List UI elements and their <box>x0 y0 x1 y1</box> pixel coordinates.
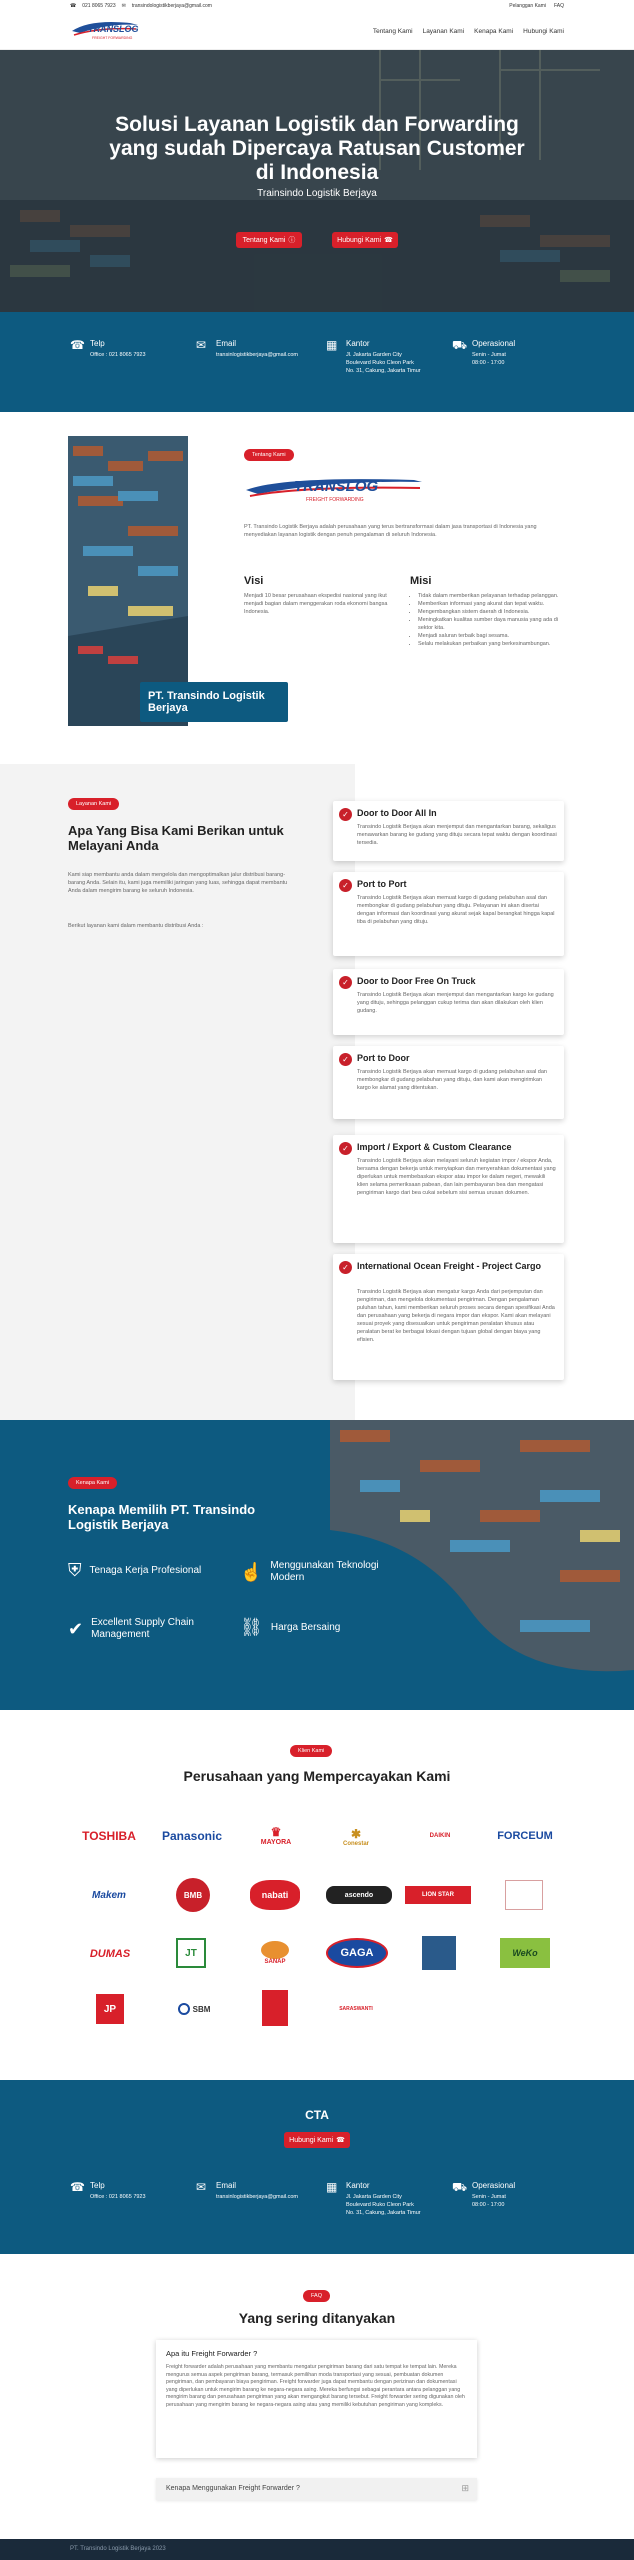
client-name: SBM <box>192 2004 211 2014</box>
about-tag: Tentang Kami <box>244 449 294 461</box>
client-logo-makem: Makem <box>92 1889 126 1901</box>
misi-item: • Meningkatkan kualitas sumber daya manusia yang ada di sektor kita. <box>418 616 560 632</box>
hero-contact-label: Hubungi Kami <box>337 236 382 244</box>
client-logo-bmb: BMB <box>176 1878 210 1912</box>
check-icon: ✓ <box>339 976 352 989</box>
services-section <box>0 764 634 1420</box>
info-kantor-title: Kantor <box>346 2181 370 2190</box>
faq-tag: FAQ <box>303 2290 330 2302</box>
why-section <box>0 1420 634 1710</box>
client-logo-nabati: nabati <box>250 1880 300 1910</box>
client-logo-toshiba: TOSHIBA <box>82 1829 136 1843</box>
client-logo-panasonic: Panasonic <box>161 1829 223 1843</box>
thumbs-up-icon: ☝ <box>240 1561 263 1582</box>
faq-question[interactable]: Kenapa Menggunakan Freight Forwarder ? <box>166 2485 300 2492</box>
why-item <box>240 1617 390 1638</box>
check-icon: ✓ <box>339 879 352 892</box>
client-logo-forceum: FORCEUM <box>497 1830 553 1842</box>
about-logo <box>244 472 424 506</box>
building-icon: ▦ <box>326 338 338 352</box>
info-strip <box>0 312 634 412</box>
services-tag: Layanan Kami <box>68 798 119 810</box>
faq-title: Yang sering ditanyakan <box>238 2310 396 2326</box>
client-logo-generic <box>505 1880 543 1910</box>
info-telp-value[interactable]: Office : 021 8065 7923 <box>90 2194 146 2200</box>
faq-section <box>0 2254 634 2539</box>
why-item-label: Excellent Supply Chain Management <box>91 1617 194 1640</box>
client-logo-generic <box>422 1936 456 1970</box>
info-operasional-value: Senin - Jumat 08:00 - 17:00 <box>472 2194 506 2208</box>
cta-title: CTA <box>305 2108 329 2122</box>
hero-about-button[interactable] <box>236 232 302 248</box>
service-card <box>333 872 564 956</box>
footer <box>0 2539 634 2560</box>
info-email-value[interactable]: transinlogistikberjaya@gmail.com <box>216 2194 299 2200</box>
service-desc: Transindo Logistik Berjaya akan menjemput dan mengantarkan barang, sekaligus menawarkan barang ke gudang yang dituju secara tepat waktu dengan koordinasi tersedia. <box>357 824 557 846</box>
visi-text: Menjadi 10 besar perusahaan ekspedisi nasional yang ikut menjadi bagian dalam menggerakan roda ekonomi bangsa Indonesia. <box>244 593 388 615</box>
services-title: Apa Yang Bisa Kami Berikan untuk Melayani Anda <box>68 823 284 853</box>
client-logo-lionstar: LION STAR <box>405 1886 471 1904</box>
info-telp <box>70 2181 146 2201</box>
client-logo-sbm <box>168 2000 220 2018</box>
check-icon: ✓ <box>339 1261 352 1274</box>
service-title: Port to Port <box>357 879 407 889</box>
info-email-title: Email <box>216 339 237 348</box>
why-item <box>68 1617 238 1641</box>
info-kantor-title: Kantor <box>346 339 370 348</box>
info-operasional-value: Senin - Jumat 08:00 - 17:00 <box>472 352 506 366</box>
phone-icon: ☎ <box>336 2137 345 2144</box>
misi-item: • Mengembangkan sistem daerah di Indonesia. <box>418 608 560 616</box>
star-icon: ✱ <box>350 1827 362 1841</box>
clients-title: Perusahaan yang Mempercayakan Kami <box>183 1768 451 1784</box>
truck-icon: ⛟ <box>452 338 468 352</box>
service-title: Door to Door Free On Truck <box>357 976 476 986</box>
why-item <box>240 1560 400 1584</box>
misi-item: • Selalu melakukan perbaikan yang berkesinambungan. <box>418 640 560 648</box>
main-nav <box>0 12 634 50</box>
service-desc: Transindo Logistik Berjaya akan memuat kargo di gudang pelabuhan asal dan membongkar di gudang pelabuhan yang dituju. Pelayanan ini akan disertai dengan informasi dan koordinasi yang akurat sejak kapal berangkat hingga kapal tiba di pelabuhan yang dituju. <box>357 895 555 925</box>
info-telp-title: Telp <box>90 2181 105 2190</box>
top-bar <box>0 0 634 12</box>
service-card <box>333 969 564 1035</box>
cta-section <box>0 2080 634 2254</box>
service-title: Import / Export & Custom Clearance <box>357 1142 512 1152</box>
info-telp <box>70 339 146 359</box>
shield-icon: ⛨ <box>68 1560 82 1580</box>
check-icon: ✓ <box>339 1053 352 1066</box>
service-title: Port to Door <box>357 1053 410 1063</box>
client-logo-mayora <box>250 1818 302 1852</box>
topbar-link-faq[interactable]: FAQ <box>553 3 564 9</box>
misi-title: Misi <box>410 575 432 587</box>
client-logo-generic <box>262 1990 288 2026</box>
logo-text: TRANSLOG <box>88 24 139 34</box>
hero-about-label: Tentang Kami <box>242 236 286 244</box>
expand-icon[interactable]: ⊞ <box>461 2483 469 2493</box>
service-card <box>333 1254 564 1380</box>
about-company-card: PT. Transindo Logistik Berjaya <box>140 682 288 722</box>
client-name: Conestar <box>342 1841 369 1847</box>
hero-contact-button[interactable] <box>332 232 398 248</box>
info-kantor-value: Jl. Jakarta Garden City Boulevard Ruko Cleon Park No. 31, Cakung, Jakarta Timur <box>346 2194 421 2216</box>
nav-hubungi[interactable]: Hubungi Kami <box>523 28 564 35</box>
client-logo-weko: WeKo <box>500 1938 550 1968</box>
faq-question[interactable]: Apa itu Freight Forwarder ? <box>166 2349 258 2358</box>
client-logo-dumas: DUMAS <box>89 1948 131 1960</box>
service-title: Door to Door All In <box>357 808 437 818</box>
about-logo-subtext: FREIGHT FORWARDING <box>306 497 364 503</box>
client-logo-ascendo: ascendo <box>326 1886 392 1904</box>
info-operasional <box>452 339 515 367</box>
circle-icon <box>178 2003 190 2015</box>
about-description: PT. Transindo Logistik Berjaya adalah perusahaan yang terus bertransformasi dalam jasa transportasi di Indonesia yang menyediakan layanan logistik dengan penuh pengalaman di seluruh Indonesia. <box>244 524 537 538</box>
footer-copyright: PT. Transindo Logistik Berjaya 2023 <box>70 2546 166 2552</box>
hero-section <box>0 50 634 312</box>
services-description: Kami siap membantu anda dalam mengelola dan mengoptimalkan jalur distribusi barang-barang Anda. Selain itu, kami juga memiliki jaringan yang luas, sehingga dapat membantu Anda dalam mengirim barang ke seluruh Indonesia. <box>68 872 288 894</box>
service-card <box>333 1046 564 1119</box>
info-telp-title: Telp <box>90 339 105 348</box>
why-title: Kenapa Memilih PT. Transindo Logistik Berjaya <box>68 1502 256 1532</box>
nav-tentang[interactable]: Tentang Kami <box>372 28 413 35</box>
hero-subtitle: Trainsindo Logistik Berjaya <box>257 188 377 199</box>
info-operasional-title: Operasional <box>472 339 516 348</box>
topbar-email[interactable]: transindologistikberjaya@gmail.com <box>131 3 212 9</box>
faq-item-open[interactable] <box>156 2340 477 2458</box>
sun-icon <box>261 1941 289 1959</box>
about-logo-text: TRANSLOG <box>294 478 379 495</box>
why-item-label: Tenaga Kerja Profesional <box>89 1564 202 1576</box>
service-desc: Transindo Logistik Berjaya akan mengatur kargo Anda dari perjemputan dan pengiriman, dan mengelola dokumentasi pengiriman. Dengan pengalaman puluhan tahun, kami memberikan seluruh proses secara dengan spesifikasi Anda dan perusahaan yang bekerja di negara impor dan ekspor. Kami akan melayani sesuai proyek yang disesuaikan untuk pengiriman peralatan khusus atau peralatan berat ke berbagai lokasi dengan tujuan global dengan biaya yang efisien. <box>357 1289 555 1343</box>
coins-icon: ⛓ <box>240 1617 263 1637</box>
check-icon: ✓ <box>339 808 352 821</box>
client-name: MAYORA <box>260 1838 292 1846</box>
phone-icon: ☎ <box>70 3 77 9</box>
phone-icon: ☎ <box>384 237 393 244</box>
site-logo[interactable] <box>70 17 140 43</box>
cta-contact-button[interactable] <box>284 2132 350 2148</box>
mail-icon: ✉ <box>196 2180 207 2194</box>
service-desc: Transindo Logistik Berjaya akan melayani seluruh kegiatan impor / ekspor Anda, bersama dengan bekerja untuk menyiapkan dan menyerahkan dokumentasi yang diperlukan untuk membebaskan ekspor atau impor ke dalam negeri, mewakili klien selama pemeriksaan pabean, dan lain pembayaran bea dan mengatasi pengiriman kargo dari bea cukai sebelum sisi semua urusan dokumen. <box>357 1158 556 1196</box>
service-title: International Ocean Freight - Project Cargo <box>357 1261 542 1271</box>
why-tag: Kenapa Kami <box>68 1477 117 1489</box>
crown-icon: ♛ <box>270 1824 282 1839</box>
check-circle-icon: ✔ <box>68 1618 84 1639</box>
info-kantor-value: Jl. Jakarta Garden City Boulevard Ruko Cleon Park No. 31, Cakung, Jakarta Timur <box>346 352 421 374</box>
client-logo-jt: JT <box>176 1938 206 1968</box>
client-logo-conestar <box>330 1820 382 1854</box>
logo-subtext: FREIGHT FORWARDING <box>92 36 133 40</box>
truck-icon: ⛟ <box>452 2180 468 2194</box>
phone-icon: ☎ <box>70 2180 85 2194</box>
info-operasional-title: Operasional <box>472 2181 516 2190</box>
service-desc: Transindo Logistik Berjaya akan menjemput dan mengantarkan kargo ke gudang yang dituju, sehingga pelanggan cukup terima dan akan dilakukan oleh klien gudang. <box>357 992 554 1014</box>
about-section <box>0 412 634 764</box>
clients-section <box>0 1710 634 2080</box>
service-card <box>333 801 564 861</box>
misi-item: • Tidak dalam memberikan pelayanan terhadap pelanggan. <box>418 592 560 600</box>
service-desc: Transindo Logistik Berjaya akan memuat kargo di gudang pelabuhan asal dan membongkar di gudang pelabuhan yang dituju, dan kami akan mengirimkan kargo ke alamat yang ditentukan. <box>357 1069 547 1091</box>
visi-title: Visi <box>244 575 264 587</box>
info-kantor <box>326 339 421 375</box>
info-email <box>196 339 298 359</box>
why-item-label: Harga Bersaing <box>270 1621 341 1633</box>
topbar-link-pelanggan[interactable]: Pelanggan Kami <box>509 3 546 9</box>
client-logo-gaga: GAGA <box>326 1938 388 1968</box>
cta-button-label: Hubungi Kami <box>289 2136 334 2144</box>
why-item-label: Menggunakan Teknologi Modern <box>270 1560 379 1583</box>
topbar-phone[interactable]: 021 8065 7923 <box>82 3 116 9</box>
faq-answer: Freight forwarder adalah perusahaan yang membantu mengatur pengiriman barang dari satu tempat ke tempat lain. Mereka mengurus semua aspek pengiriman barang, termasuk pemilihan moda transportasi yang sesuai, pembuatan dokumen pengiriman, dan pembayaran biaya pengiriman. Freight forwarder juga dapat membantu dengan perizinan dan dokumentasi yang diperlukan untuk mengirim barang ke negara-negara asing. Mereka berfungsi sebagai perantara antara pelanggan yang mengirim barang dan perusahaan pengiriman yang akan mengangkut barang tersebut. Freight forwarder sering digunakan oleh perusahaan yang mengirim barang ke negara-negara asing atau yang memiliki kebutuhan pengiriman yang kompleks. <box>166 2364 465 2408</box>
mail-icon: ✉ <box>196 338 207 352</box>
building-icon: ▦ <box>326 2180 338 2194</box>
misi-list <box>410 592 560 648</box>
info-email-value[interactable]: transinlogistikberjaya@gmail.com <box>216 352 299 358</box>
misi-item: • Memberikan informasi yang akurat dan tepat waktu. <box>418 600 560 608</box>
phone-icon: ☎ <box>70 338 85 352</box>
info-icon: ⓘ <box>288 237 296 244</box>
info-email-title: Email <box>216 2181 237 2190</box>
info-operasional <box>452 2181 515 2209</box>
client-name: SANAP <box>264 1959 286 1965</box>
info-email <box>196 2181 298 2201</box>
why-item <box>68 1560 218 1581</box>
client-logo-daikin: DAIKIN <box>429 1833 451 1839</box>
info-kantor <box>326 2181 421 2217</box>
nav-layanan[interactable]: Layanan Kami <box>422 28 465 35</box>
client-logo-sanap <box>254 1936 296 1970</box>
nav-kenapa[interactable]: Kenapa Kami <box>474 28 514 35</box>
info-telp-value[interactable]: Office : 021 8065 7923 <box>90 352 146 358</box>
check-icon: ✓ <box>339 1142 352 1155</box>
service-card <box>333 1135 564 1243</box>
hero-title: Solusi Layanan Logistik dan Forwarding yang sudah Dipercaya Ratusan Customer di Indonesia <box>109 113 525 184</box>
services-description-2: Berikut layanan kami dalam membantu distribusi Anda : <box>68 923 204 929</box>
mail-icon: ✉ <box>121 3 126 9</box>
misi-item: • Menjadi saluran terbaik bagi sesama. <box>418 632 560 640</box>
faq-item-collapsed[interactable] <box>156 2478 477 2500</box>
client-logo-saraswanti: SARASWANTI <box>339 2006 373 2012</box>
clients-tag: Klien Kami <box>290 1745 332 1757</box>
client-logo-jp: JP <box>96 1994 124 2024</box>
